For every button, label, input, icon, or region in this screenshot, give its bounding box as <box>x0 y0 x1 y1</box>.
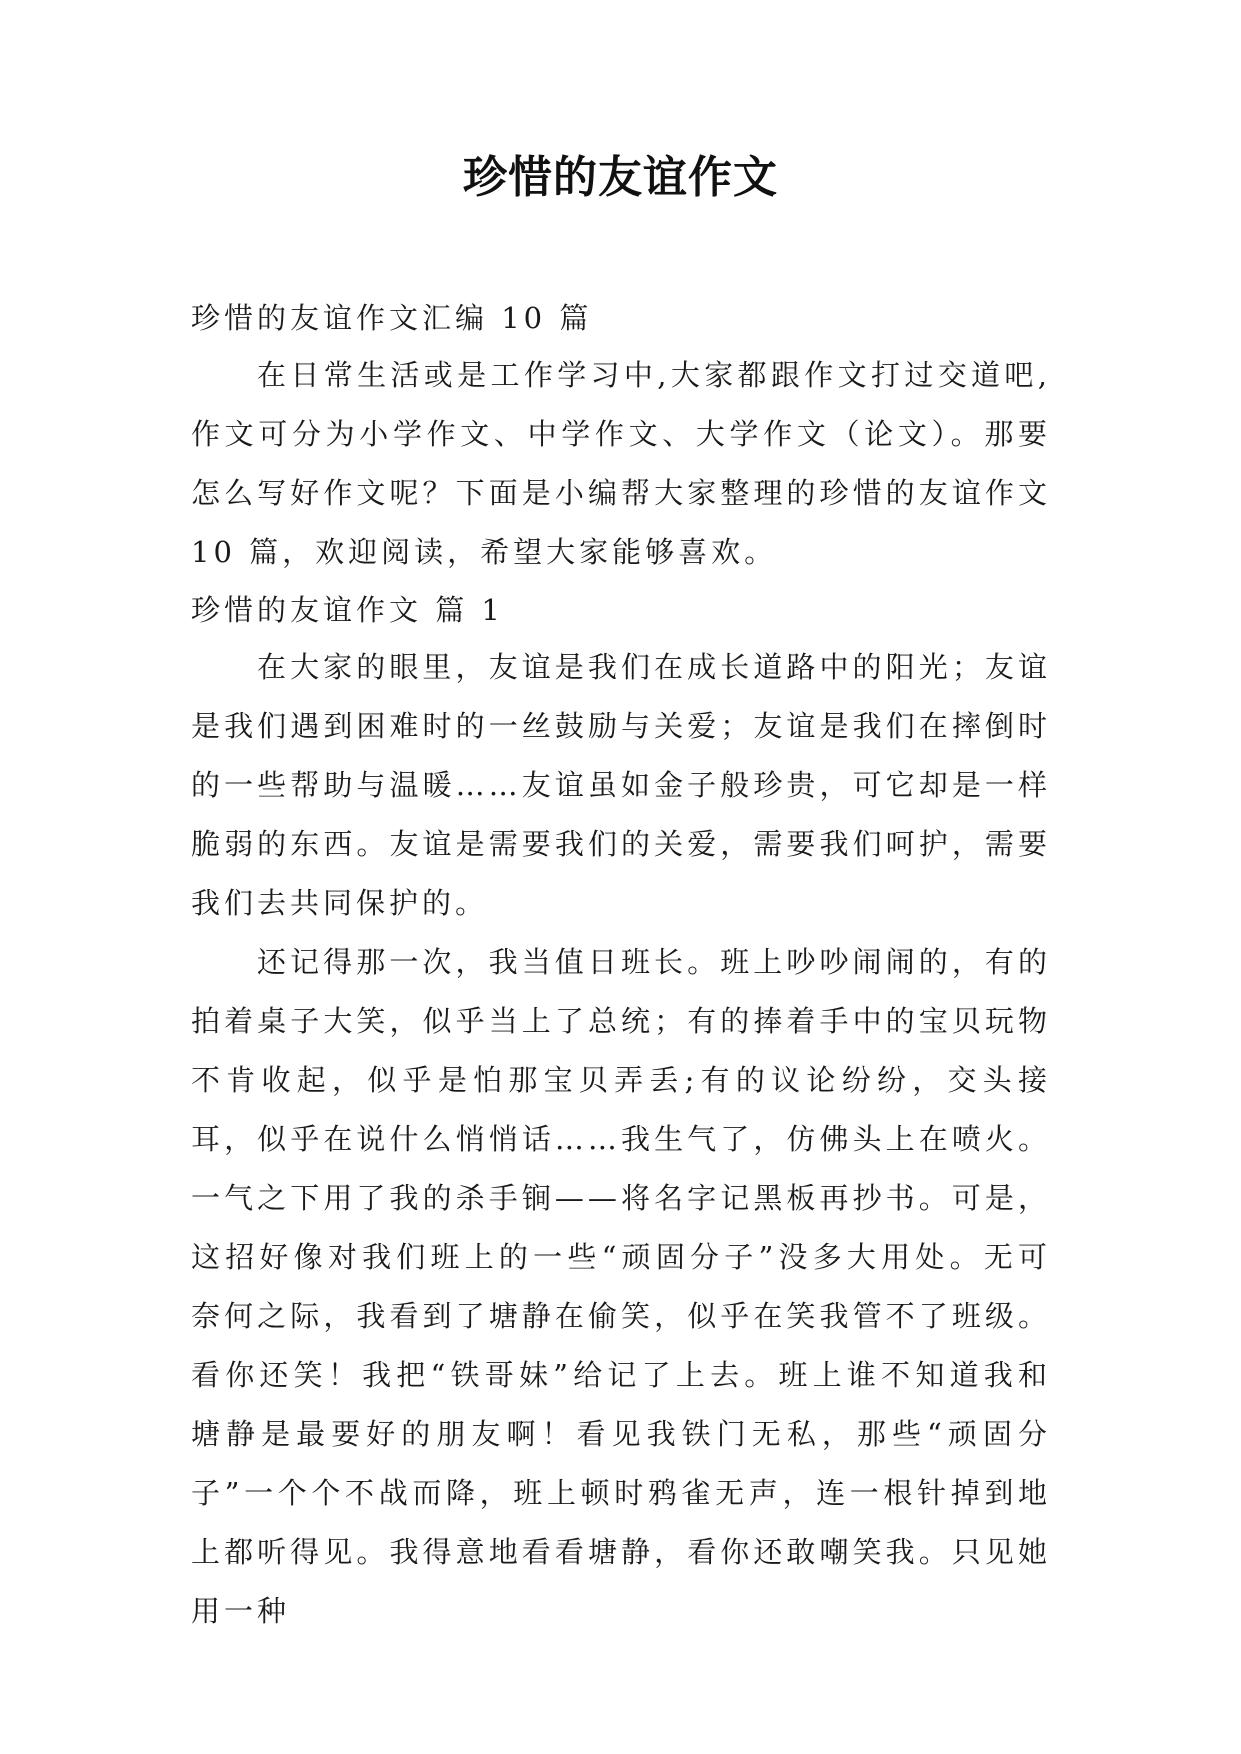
section-1-paragraph-2: 还记得那一次，我当值日班长。班上吵吵闹闹的，有的拍着桌子大笑，似乎当上了总统；有的捧着手中的宝贝玩物不肯收起，似乎是怕那宝贝弄丢;有的议论纷纷，交头接耳，似乎在说什么悄悄话……我生气了，仿佛头上在喷火。一气之下用了我的杀手锏——将名字记黑板再抄书。可是，这招好像对我们班上的一些“顽固分子”没多大用处。无可奈何之际，我看到了塘静在偷笑，似乎在笑我管不了班级。看你还笑！我把“铁哥妹”给记了上去。班上谁不知道我和塘静是最要好的朋友啊！看见我铁门无私，那些“顽固分子”一个个不战而降，班上顿时鸦雀无声，连一根针掉到地上都听得见。我得意地看看塘静，看你还敢嘲笑我。只见她用一种 <box>191 945 1051 1628</box>
intro-paragraph: 在日常生活或是工作学习中,大家都跟作文打过交道吧,作文可分为小学作文、中学作文、大学作文（论文）。那要怎么写好作文呢？下面是小编帮大家整理的珍惜的友谊作文 10 篇，欢迎阅读，希望大家能够喜欢。 <box>191 358 1051 569</box>
document-subtitle: 珍惜的友谊作文汇编 10 篇 <box>191 301 593 335</box>
section-heading-1: 珍惜的友谊作文 篇 1 <box>191 593 504 627</box>
section-1-paragraph-1: 在大家的眼里，友谊是我们在成长道路中的阳光；友谊是我们遇到困难时的一丝鼓励与关爱；友谊是我们在摔倒时的一些帮助与温暖……友谊虽如金子般珍贵，可它却是一样脆弱的东西。友谊是需要我们的关爱，需要我们呵护，需要我们去共同保护的。 <box>191 650 1051 920</box>
document-body <box>191 290 1051 1641</box>
document-title: 珍惜的友谊作文 <box>463 152 778 203</box>
